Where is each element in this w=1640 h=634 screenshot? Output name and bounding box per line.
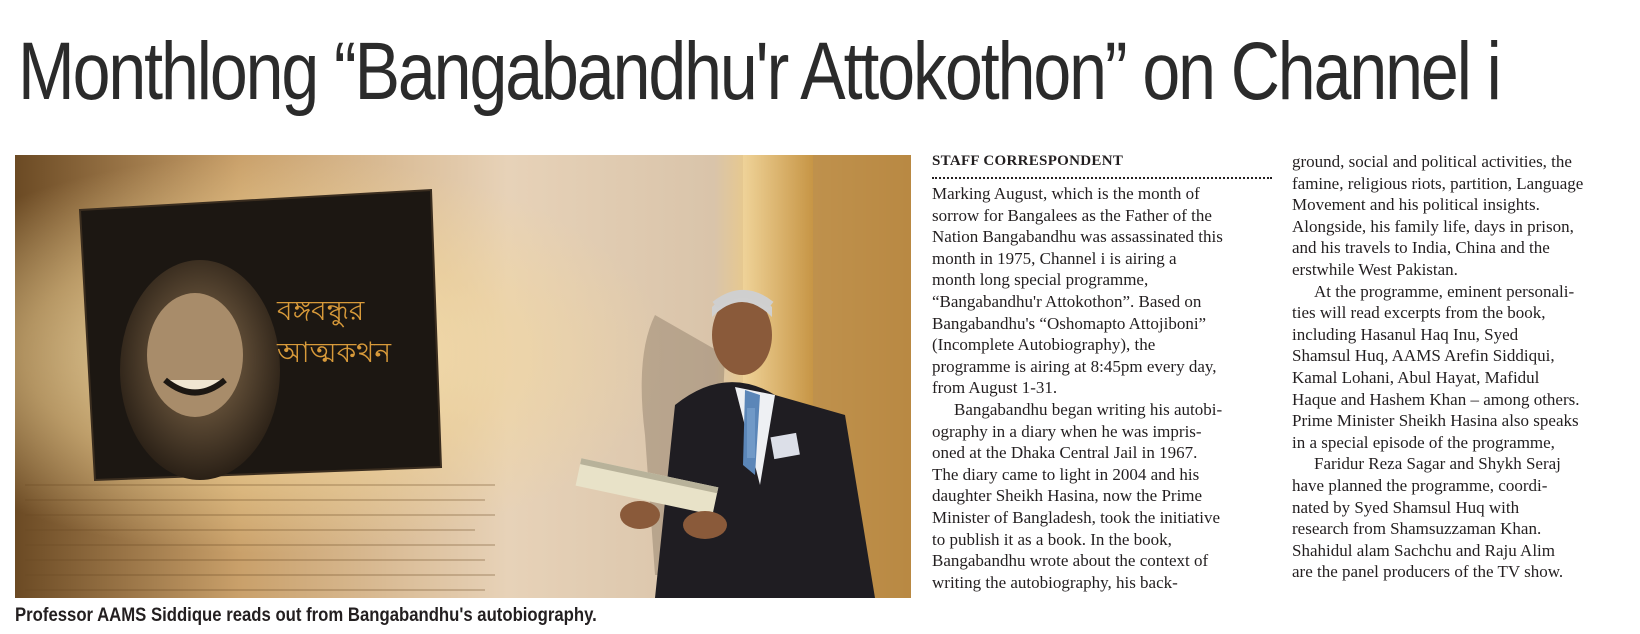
- body-line: Kamal Lohani, Abul Hayat, Mafidul: [1292, 367, 1540, 387]
- photo-caption: Professor AAMS Siddique reads out from Bangabandhu's autobiography.: [15, 605, 597, 626]
- body-line: famine, religious riots, partition, Language: [1292, 173, 1584, 193]
- article-photo: [15, 155, 911, 598]
- body-line: have planned the programme, coordi-: [1292, 475, 1548, 495]
- article-column-2: [1292, 151, 1632, 583]
- body-line: ground, social and political activities, the: [1292, 152, 1572, 171]
- poster-title-line1: বঙ্গবন্ধুর: [277, 294, 365, 327]
- body-line: Marking August, which is the month of: [932, 184, 1200, 203]
- body-line: oned at the Dhaka Central Jail in 1967.: [932, 443, 1198, 463]
- body-line: month long special programme,: [932, 270, 1149, 290]
- body-line: sorrow for Bangalees as the Father of the: [932, 205, 1212, 225]
- body-line: to publish it as a book. In the book,: [932, 529, 1172, 549]
- body-line: Shamsul Huq, AAMS Arefin Siddiqui,: [1292, 346, 1555, 366]
- poster-title-line2: আত্মকথন: [277, 336, 392, 369]
- body-line: research from Shamsuzzaman Khan.: [1292, 519, 1542, 539]
- body-line: Nation Bangabandhu was assassinated this: [932, 227, 1223, 247]
- body-line: ography in a diary when he was impris-: [932, 421, 1202, 441]
- body-line: from August 1-31.: [932, 378, 1058, 398]
- body-line: Prime Minister Sheikh Hasina also speaks: [1292, 411, 1579, 431]
- byline: STAFF CORRESPONDENT: [932, 153, 1124, 169]
- body-line: in a special episode of the programme,: [1292, 432, 1555, 452]
- body-line: daughter Sheikh Hasina, now the Prime: [932, 486, 1203, 506]
- body-line: Alongside, his family life, days in prison,: [1292, 216, 1574, 236]
- article-column-1: [932, 151, 1272, 593]
- body-line: At the programme, eminent personali-: [1314, 281, 1575, 301]
- body-line: are the panel producers of the TV show.: [1292, 562, 1564, 582]
- body-line: erstwhile West Pakistan.: [1292, 259, 1458, 279]
- body-line: Bangabandhu wrote about the context of: [932, 551, 1209, 571]
- body-line: (Incomplete Autobiography), the: [932, 335, 1156, 355]
- body-line: Bangabandhu's “Oshomapto Attojiboni”: [932, 313, 1207, 333]
- body-line: nated by Syed Shamsul Huq with: [1292, 497, 1520, 517]
- body-line: Haque and Hashem Khan – among others.: [1292, 389, 1580, 409]
- body-line: and his travels to India, China and the: [1292, 238, 1550, 258]
- body-line: The diary came to light in 2004 and his: [932, 464, 1200, 484]
- body-line: programme is airing at 8:45pm every day,: [932, 356, 1217, 376]
- body-line: Bangabandhu began writing his autobi-: [954, 399, 1223, 419]
- body-line: Minister of Bangladesh, took the initiative: [932, 507, 1221, 527]
- headline: Monthlong “Bangabandhu'r Attokothon” on Channel i: [18, 26, 1500, 117]
- body-line: month in 1975, Channel i is airing a: [932, 248, 1177, 268]
- body-line: “Bangabandhu'r Attokothon”. Based on: [932, 291, 1202, 311]
- body-line: writing the autobiography, his back-: [932, 572, 1178, 592]
- body-line: Movement and his political insights.: [1292, 195, 1540, 215]
- body-line: Faridur Reza Sagar and Shykh Seraj: [1314, 454, 1561, 474]
- body-line: ties will read excerpts from the book,: [1292, 303, 1546, 323]
- book-poster: [80, 190, 441, 480]
- body-line: including Hasanul Haq Inu, Syed: [1292, 324, 1519, 344]
- body-line: Shahidul alam Sachchu and Raju Alim: [1292, 540, 1555, 560]
- byline-divider: [932, 177, 1272, 179]
